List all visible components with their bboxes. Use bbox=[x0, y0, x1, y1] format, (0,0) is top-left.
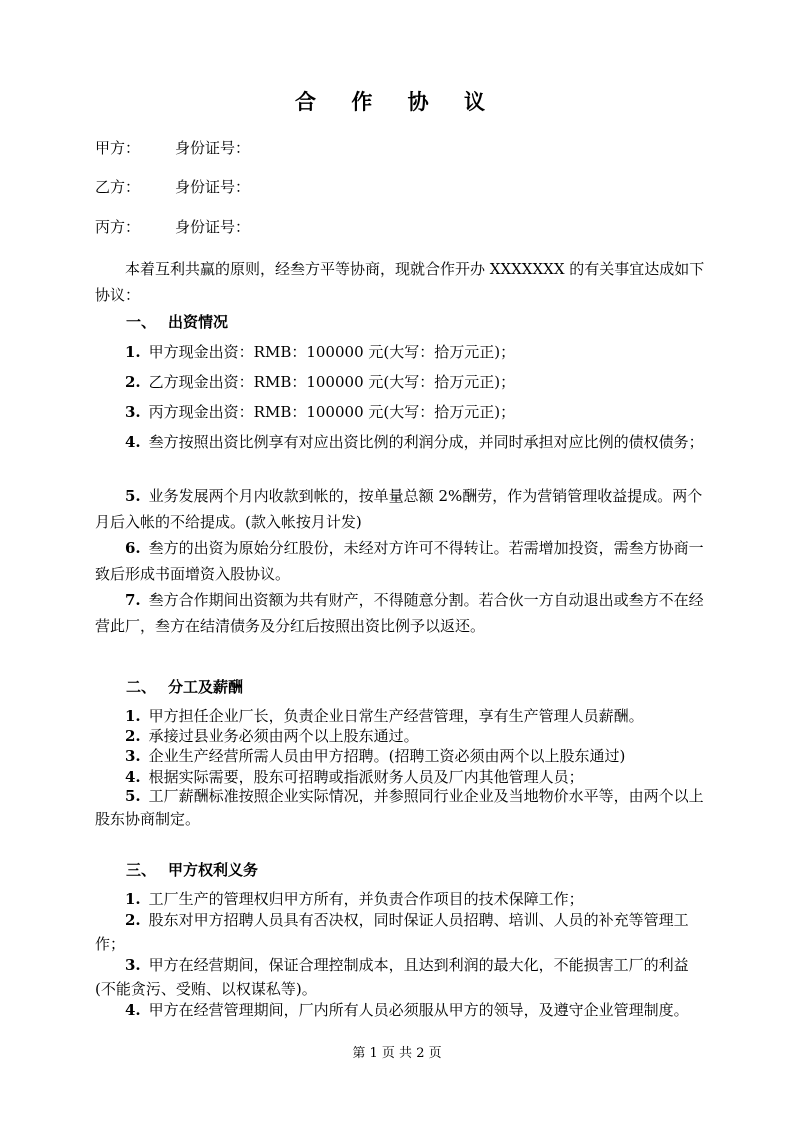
party-a-line bbox=[95, 137, 250, 158]
item-number: 3. bbox=[125, 403, 141, 421]
item-text: 企业生产经营所需人员由甲方招聘。(招聘工资必须由两个以上股东通过) bbox=[148, 747, 626, 765]
section-2-number: 二、 bbox=[126, 678, 157, 696]
section-1-item bbox=[95, 429, 705, 455]
item-number: 2. bbox=[125, 373, 141, 391]
section-3-item bbox=[95, 998, 705, 1022]
section-3-item bbox=[95, 908, 705, 956]
section-3-heading bbox=[126, 859, 258, 880]
party-b-label: 乙方： bbox=[95, 178, 141, 196]
item-number: 2. bbox=[125, 911, 141, 929]
section-1-number: 一、 bbox=[126, 313, 157, 331]
item-number: 4. bbox=[125, 1001, 141, 1019]
party-c-line bbox=[95, 216, 250, 237]
item-text: 甲方现金出资：RMB：100000 元(大写：拾万元正)； bbox=[148, 343, 516, 361]
party-b-id-label: 身份证号： bbox=[175, 178, 251, 196]
item-number: 5. bbox=[125, 487, 141, 505]
item-text: 叁方的出资为原始分红股份，未经对方许可不得转让。若需增加投资，需叁方协商一致后形成书面增资入股协议。 bbox=[95, 539, 704, 583]
intro-paragraph: 本着互利共赢的原则，经叁方平等协商，现就合作开办 XXXXXXX 的有关事宜达成如下协议： bbox=[95, 260, 705, 304]
item-text: 叁方按照出资比例享有对应出资比例的利润分成，并同时承担对应比例的债权债务； bbox=[148, 433, 704, 451]
item-text: 甲方担任企业厂长，负责企业日常生产经营管理，享有生产管理人员薪酬。 bbox=[148, 707, 644, 725]
item-number: 7. bbox=[125, 591, 141, 609]
section-3-number: 三、 bbox=[126, 861, 157, 879]
item-text: 业务发展两个月内收款到帐的，按单量总额 2%酬劳，作为营销管理收益提成。两个月后入帐的不给提成。(款入帐按月计发) bbox=[95, 487, 703, 531]
item-number: 2. bbox=[125, 727, 141, 745]
section-3-item bbox=[95, 953, 705, 1001]
item-text: 叁方合作期间出资额为共有财产，不得随意分割。若合伙一方自动退出或叁方不在经营此厂，叁方在结清债务及分红后按照出资比例予以返还。 bbox=[95, 591, 704, 635]
item-number: 4. bbox=[125, 433, 141, 451]
item-number: 1. bbox=[125, 343, 141, 361]
item-number: 1. bbox=[125, 707, 141, 725]
section-2-title: 分工及薪酬 bbox=[168, 678, 244, 696]
page-footer: 第 1 页 共 2 页 bbox=[352, 1046, 442, 1061]
document-title: 合 作 协 议 bbox=[295, 90, 499, 114]
section-1-item bbox=[95, 399, 705, 425]
item-text: 承接过县业务必须由两个以上股东通过。 bbox=[148, 727, 419, 745]
section-3-title: 甲方权利义务 bbox=[168, 861, 259, 879]
item-number: 6. bbox=[125, 539, 141, 557]
item-text: 股东对甲方招聘人员具有否决权，同时保证人员招聘、培训、人员的补充等管理工作； bbox=[95, 911, 689, 953]
item-number: 1. bbox=[125, 890, 141, 908]
item-number: 5. bbox=[125, 787, 141, 805]
party-a-label: 甲方： bbox=[95, 139, 141, 157]
section-1-heading bbox=[126, 311, 228, 332]
item-text: 工厂生产的管理权归甲方所有，并负责合作项目的技术保障工作； bbox=[148, 890, 584, 908]
party-c-id-label: 身份证号： bbox=[175, 218, 251, 236]
item-text: 甲方在经营期间，保证合理控制成本，且达到利润的最大化，不能损害工厂的利益(不能贪污、受贿、以权谋私等)。 bbox=[95, 956, 689, 998]
section-1-item bbox=[95, 535, 705, 587]
party-b-line bbox=[95, 176, 250, 197]
section-1-item bbox=[95, 483, 705, 535]
party-c-label: 丙方： bbox=[95, 218, 141, 236]
section-1-item bbox=[95, 587, 705, 639]
section-2-heading bbox=[126, 676, 243, 697]
item-text: 根据实际需要，股东可招聘或指派财务人员及厂内其他管理人员； bbox=[148, 768, 584, 786]
section-1-title: 出资情况 bbox=[168, 313, 229, 331]
item-number: 3. bbox=[125, 956, 141, 974]
section-1-item bbox=[95, 369, 705, 395]
item-text: 甲方在经营管理期间，厂内所有人员必须服从甲方的领导，及遵守企业管理制度。 bbox=[148, 1001, 689, 1019]
section-1-item bbox=[95, 339, 705, 365]
item-number: 3. bbox=[125, 747, 141, 765]
party-a-id-label: 身份证号： bbox=[175, 139, 251, 157]
item-text: 丙方现金出资：RMB：100000 元(大写：拾万元正)； bbox=[148, 403, 516, 421]
section-2-item bbox=[95, 785, 705, 831]
item-number: 4. bbox=[125, 768, 141, 786]
item-text: 乙方现金出资：RMB：100000 元(大写：拾万元正)； bbox=[148, 373, 516, 391]
item-text: 工厂薪酬标准按照企业实际情况，并参照同行业企业及当地物价水平等，由两个以上股东协商制定。 bbox=[95, 787, 704, 828]
